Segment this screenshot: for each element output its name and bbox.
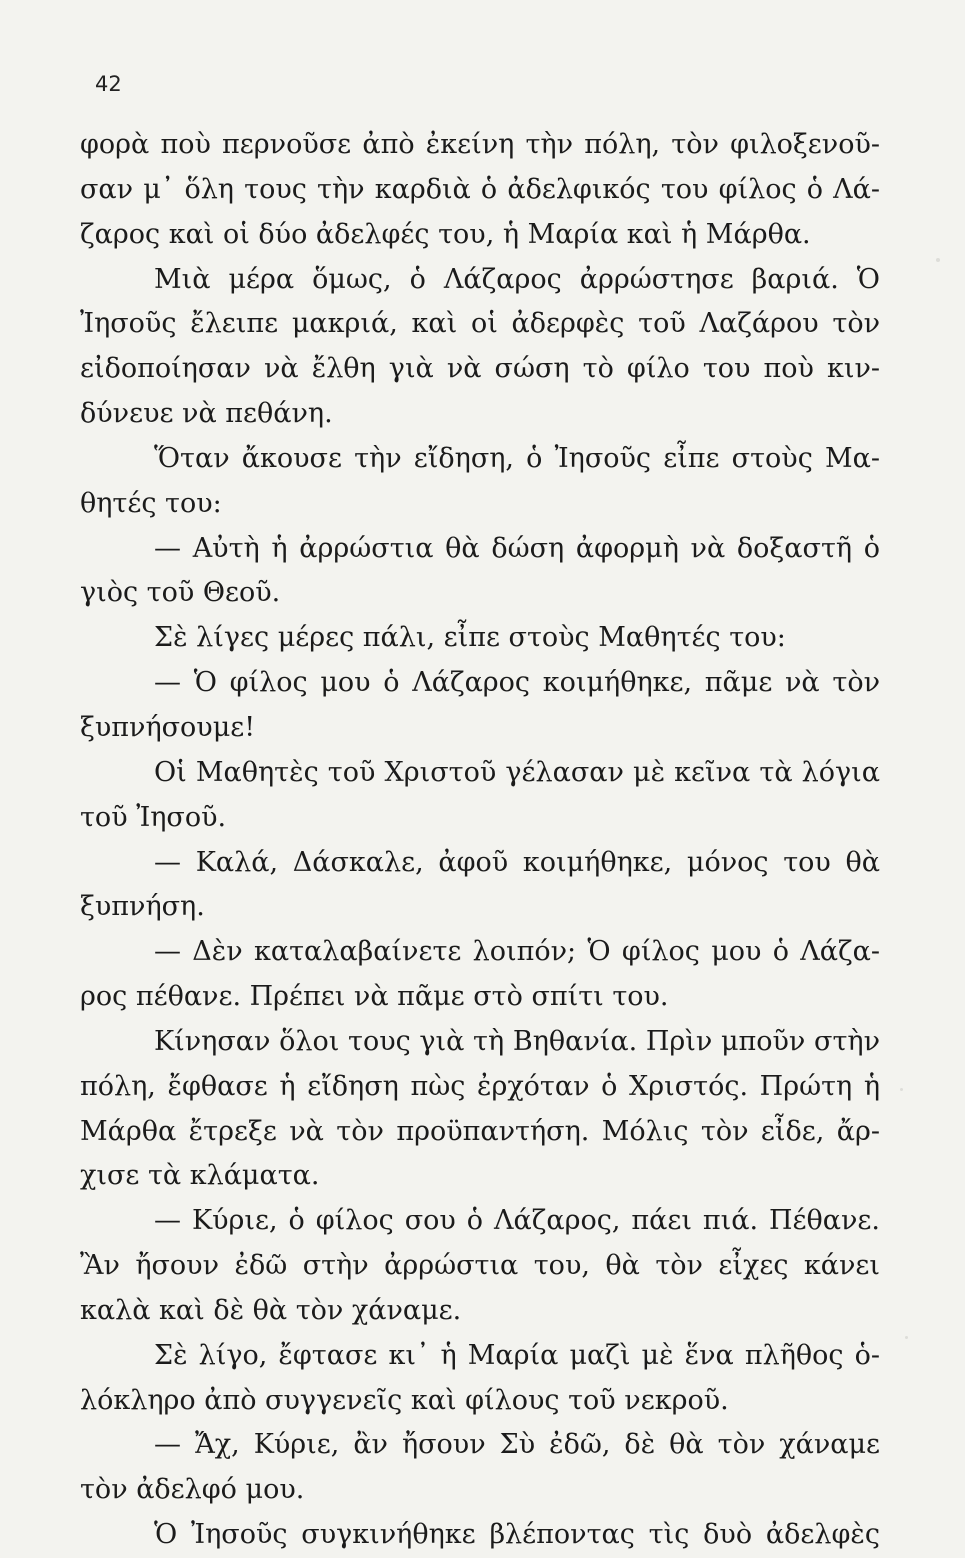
text-line: φορὰ ποὺ περνοῦσε ἀπὸ ἐκείνη τὴν πόλη, τὸν φιλοξενοῦ- xyxy=(80,129,880,160)
text-line: ξυπνήσουμε! xyxy=(80,711,256,743)
text-line: — Κύριε, ὁ φίλος σου ὁ Λάζαρος, πάει πιά. Πέθανε. xyxy=(154,1205,880,1237)
paper-speck xyxy=(900,1088,903,1091)
text-line: — Δὲν καταλαβαίνετε λοιπόν; Ὁ φίλος μου ὁ Λάζα- xyxy=(154,936,880,968)
text-line: καλὰ καὶ δὲ θὰ τὸν χάναμε. xyxy=(80,1294,462,1326)
body-text xyxy=(80,123,880,1558)
text-line: εἰδοποίησαν νὰ ἔλθη γιὰ νὰ σώση τὸ φίλο του ποὺ κιν- xyxy=(80,353,880,385)
text-line: πόλη, ἔφθασε ἡ εἴδηση πὼς ἐρχόταν ὁ Χριστός. Πρώτη ἡ xyxy=(80,1070,880,1102)
text-line: τοῦ Ἰησοῦ. xyxy=(80,801,227,833)
text-line: — Καλά, Δάσκαλε, ἀφοῦ κοιμήθηκε, μόνος του θὰ xyxy=(154,846,880,878)
text-line: Κίνησαν ὅλοι τους γιὰ τὴ Βηθανία. Πρὶν μποῦν στὴν xyxy=(154,1025,880,1057)
text-line: δύνευε νὰ πεθάνη. xyxy=(80,398,333,430)
text-line: — Ὁ φίλος μου ὁ Λάζαρος κοιμήθηκε, πᾶμε νὰ τὸν xyxy=(154,667,880,699)
text-line: λόκληρο ἀπὸ συγγενεῖς καὶ φίλους τοῦ νεκροῦ. xyxy=(80,1384,729,1416)
text-line: τὸν ἀδελφό μου. xyxy=(80,1474,305,1506)
text-line: θητές του: xyxy=(80,487,222,519)
text-line: χισε τὰ κλάματα. xyxy=(80,1160,320,1192)
text-line: Οἱ Μαθητὲς τοῦ Χριστοῦ γέλασαν μὲ κεῖνα τὰ λόγια xyxy=(154,756,880,788)
text-line: ξυπνήση. xyxy=(80,891,205,923)
text-line: Ἰησοῦς ἔλειπε μακριά, καὶ οἱ ἀδερφὲς τοῦ Λαζάρου τὸν xyxy=(80,308,880,340)
text-line: ζαρος καὶ οἱ δύο ἀδελφές του, ἡ Μαρία καὶ ἡ Μάρθα. xyxy=(80,218,811,250)
text-line: Σὲ λίγο, ἔφτασε κι᾽ ἡ Μαρία μαζὶ μὲ ἕνα πλῆθος ὁ- xyxy=(154,1339,880,1371)
paper-speck xyxy=(936,258,940,262)
text-line: — Αὐτὴ ἡ ἀρρώστια θὰ δώση ἀφορμὴ νὰ δοξαστῆ ὁ xyxy=(154,532,880,564)
text-line: Σὲ λίγες μέρες πάλι, εἶπε στοὺς Μαθητές του: xyxy=(154,622,786,654)
text-line: σαν μ᾽ ὅλη τους τὴν καρδιὰ ὁ ἀδελφικός του φίλος ὁ Λά- xyxy=(80,173,880,205)
page-number: 42 xyxy=(95,72,122,96)
text-line: Ἂν ἤσουν ἐδῶ στὴν ἀρρώστια του, θὰ τὸν εἶχες κάνει xyxy=(80,1250,880,1282)
text-line: Μιὰ μέρα ὅμως, ὁ Λάζαρος ἀρρώστησε βαριά. Ὁ xyxy=(154,263,880,295)
text-line: — Ἄχ, Κύριε, ἂν ἤσουν Σὺ ἐδῶ, δὲ θὰ τὸν χάναμε xyxy=(154,1429,880,1461)
text-line: Μάρθα ἔτρεξε νὰ τὸν προϋπαντήση. Μόλις τὸν εἶδε, ἄρ- xyxy=(80,1115,880,1147)
text-line: γιὸς τοῦ Θεοῦ. xyxy=(80,577,281,609)
paper-speck xyxy=(905,1336,908,1339)
text-line: Ὁ Ἰησοῦς συγκινήθηκε βλέποντας τὶς δυὸ ἀδελφὲς xyxy=(154,1519,880,1551)
text-line: Ὅταν ἄκουσε τὴν εἴδηση, ὁ Ἰησοῦς εἶπε στοὺς Μα- xyxy=(154,442,880,474)
text-line: ρος πέθανε. Πρέπει νὰ πᾶμε στὸ σπίτι του. xyxy=(80,981,669,1013)
